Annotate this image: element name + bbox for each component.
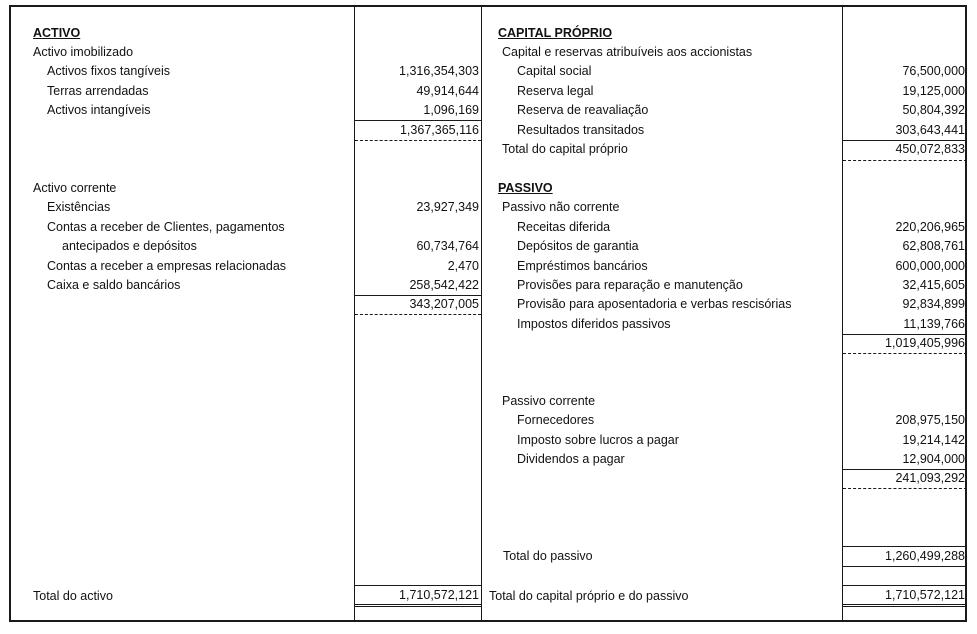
liability-item-amount: 600,000,000 [895, 259, 965, 273]
liability-item-label: Depósitos de garantia [517, 239, 639, 253]
asset-item-label: Contas a receber a empresas relacionadas [47, 259, 287, 273]
liabilities-total-label: Total do passivo [503, 549, 593, 563]
asset-item-amount: 1,096,169 [423, 103, 479, 117]
liability-item-label: Receitas diferida [517, 220, 611, 234]
subtotal-dashed-rule [355, 140, 481, 141]
total-assets-amount: 1,710,572,121 [399, 588, 479, 602]
non-current-assets-title: Activo imobilizado [33, 45, 134, 59]
asset-item-amount: 23,927,349 [416, 200, 479, 214]
current-liabilities-subtotal: 241,093,292 [895, 471, 965, 485]
liability-item-label: Dividendos a pagar [517, 452, 625, 466]
liability-item-amount: 208,975,150 [895, 413, 965, 427]
total-double-rule [843, 604, 967, 607]
liability-item-label: Provisão para aposentadoria e verbas rescisórias [517, 297, 792, 311]
asset-item-amount: 1,316,354,303 [399, 64, 479, 78]
equity-item-label: Capital social [517, 64, 592, 78]
assets-heading: ACTIVO [33, 26, 81, 40]
equity-total-amount: 450,072,833 [895, 142, 965, 156]
asset-item-amount: 2,470 [447, 259, 479, 273]
asset-item-amount: 49,914,644 [416, 84, 479, 98]
asset-item-label: Contas a receber de Clientes, pagamentos [47, 220, 285, 234]
subtotal-dashed-rule [355, 314, 481, 315]
equity-title: Capital e reservas atribuíveis aos accionistas [502, 45, 753, 59]
equity-item-amount: 50,804,392 [902, 103, 965, 117]
liability-item-label: Provisões para reparação e manutenção [517, 278, 743, 292]
equity-item-amount: 76,500,000 [902, 64, 965, 78]
liability-item-amount: 32,415,605 [902, 278, 965, 292]
equity-item-amount: 303,643,441 [895, 123, 965, 137]
asset-item-amount: 60,734,764 [416, 239, 479, 253]
asset-item-amount: 258,542,422 [409, 278, 479, 292]
equity-heading: CAPITAL PRÓPRIO [498, 26, 613, 40]
liability-item-amount: 62,808,761 [902, 239, 965, 253]
liability-item-label: Imposto sobre lucros a pagar [517, 433, 679, 447]
asset-item-label: Activos intangíveis [47, 103, 151, 117]
balance-sheet-frame [9, 5, 967, 622]
equity-item-label: Reserva de reavaliação [517, 103, 649, 117]
current-assets-title: Activo corrente [33, 181, 117, 195]
equity-item-label: Reserva legal [517, 84, 594, 98]
non-current-assets-subtotal: 1,367,365,116 [399, 123, 479, 137]
liability-item-label: Fornecedores [517, 413, 595, 427]
total-double-rule [355, 604, 481, 607]
right-amount-column-divider [842, 5, 843, 622]
current-assets-subtotal: 343,207,005 [409, 297, 479, 311]
equity-total-label: Total do capital próprio [502, 142, 628, 156]
liability-item-label: Impostos diferidos passivos [517, 317, 671, 331]
center-divider [481, 5, 482, 622]
liabilities-heading: PASSIVO [498, 181, 553, 195]
asset-item-label: Existências [47, 200, 111, 214]
asset-item-label: Activos fixos tangíveis [47, 64, 170, 78]
subtotal-dashed-rule [843, 353, 967, 354]
liability-item-amount: 220,206,965 [895, 220, 965, 234]
asset-item-label: Terras arrendadas [47, 84, 149, 98]
asset-item-label: Caixa e saldo bancários [47, 278, 181, 292]
liability-item-amount: 19,214,142 [902, 433, 965, 447]
liability-item-label: Empréstimos bancários [517, 259, 648, 273]
non-current-liabilities-subtotal: 1,019,405,996 [885, 336, 965, 350]
liability-item-amount: 11,139,766 [903, 317, 965, 331]
current-liabilities-title: Passivo corrente [502, 394, 596, 408]
equity-item-label: Resultados transitados [517, 123, 645, 137]
total-dashed-rule [843, 160, 967, 161]
grand-total-amount: 1,710,572,121 [885, 588, 965, 602]
total-assets-label: Total do activo [33, 589, 113, 603]
liabilities-total-amount: 1,260,499,288 [885, 549, 965, 563]
non-current-liabilities-title: Passivo não corrente [502, 200, 620, 214]
liability-item-amount: 92,834,899 [902, 297, 965, 311]
subtotal-dashed-rule [843, 488, 967, 489]
grand-total-label: Total do capital próprio e do passivo [489, 589, 689, 603]
equity-item-amount: 19,125,000 [902, 84, 965, 98]
liability-item-amount: 12,904,000 [902, 452, 965, 466]
asset-item-label: antecipados e depósitos [62, 239, 197, 253]
total-rule [843, 566, 967, 567]
